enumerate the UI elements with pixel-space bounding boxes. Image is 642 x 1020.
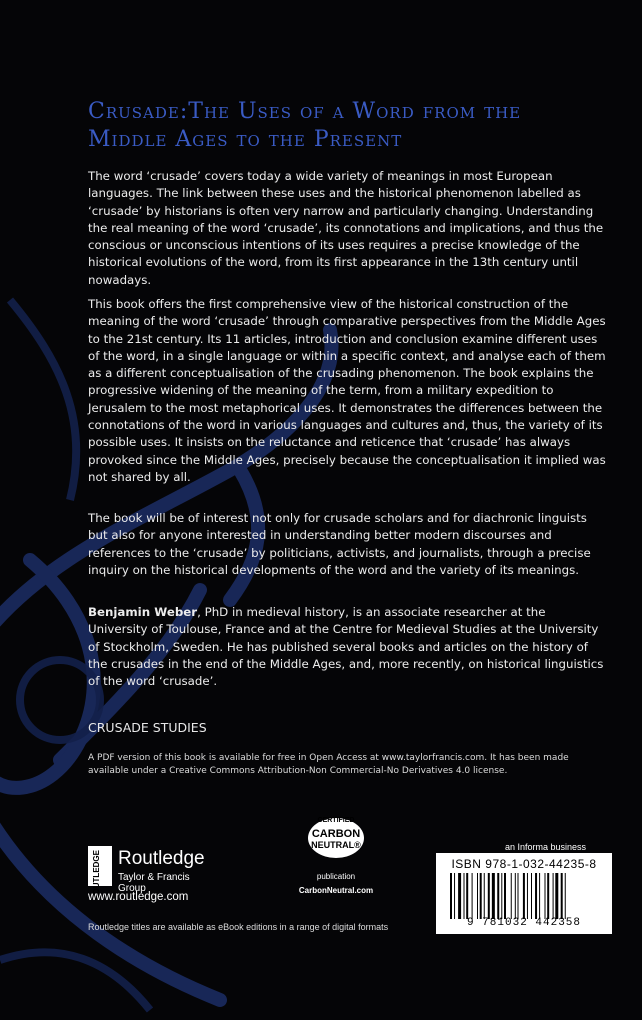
barcode (436, 853, 612, 934)
routledge-mark-icon: ROUTLEDGE (88, 846, 112, 886)
series-name: CRUSADE STUDIES (88, 720, 207, 735)
informa-tagline: an Informa business (505, 842, 587, 852)
open-access-note: A PDF version of this book is available for free in Open Access at www.taylorfrancis.com. It has been made available under a Creative Commons Attribution-Non Commercial-No Derivatives 4.0 license. (88, 753, 569, 776)
publisher-group: Taylor & Francis Group (118, 872, 190, 894)
author-name: Benjamin Weber (88, 605, 198, 619)
description-paragraph-1: The word ‘crusade’ covers today a wide variety of meanings in most European languages. The link between these uses and the historical phenomenon labelled as ‘crusade’ by historians is often very narrow and particularly changing. Understanding the real meaning of the word ‘crusade’, its connotations and implications, and thus the conscious or unconscious intentions of its uses requires a precise knowledge of the historical evolutions of the word, from its first appearance in the 13th century until nowadays. (88, 169, 604, 287)
publisher-url[interactable]: www.routledge.com (88, 891, 189, 903)
author-bio-text: , PhD in medieval history, is an associate researcher at the University of Toulouse, France and at the Centre for Medieval Studies at the University of Stockholm, Sweden. He has published several books and articles on the history of the crusades in the end of the Middle Ages, and, more recently, on historical linguistics of the word ‘crusade’. (88, 605, 604, 689)
barcode-number: 9 781032 442358 (466, 917, 582, 929)
carbon-neutral-badge: CERTIFIED CARBON NEUTRAL® publication CarbonNeutral.com (296, 814, 376, 904)
book-title: Crusade:The Uses of a Word from the Middle Ages to the Present (88, 99, 522, 152)
description-paragraph-2: This book offers the first comprehensive view of the historical construction of the meaning of the word ‘crusade’ through comparative perspectives from the Middle Ages to the 21st century. Its 11 articles, introduction and conclusion examine different uses of the word, in a single language or within a specific context, and analyse each of them as a different conceptualisation of the crusading phenomenon. The book explains the progressive widening of the meaning of the term, from a military expedition to Jerusalem to the most metaphorical uses. It demonstrates the differences between the connotations of the word in various languages and cultures and, thus, the variety of its possible uses. It insists on the reluctance and reticence that ‘crusade’ has always provoked since the Middle Ages, precisely because the conceptualisation it implied was not shared by all. (88, 297, 606, 484)
author-bio (88, 604, 608, 690)
barcode-icon (450, 873, 606, 919)
description-paragraph-3: The book will be of interest not only for crusade scholars and for diachronic linguists but also for anyone interested in understanding better modern discourses and references to the ‘crusade’ by politicians, activists, and journalists, through a precise inquiry on the historical developments of the word and the variety of its meanings. (88, 511, 591, 577)
isbn-label: ISBN 978-1-032-44235-8 (451, 857, 597, 871)
ebook-note: Routledge titles are available as eBook editions in a range of digital formats (88, 922, 389, 932)
publisher-name: Routledge (118, 848, 205, 869)
